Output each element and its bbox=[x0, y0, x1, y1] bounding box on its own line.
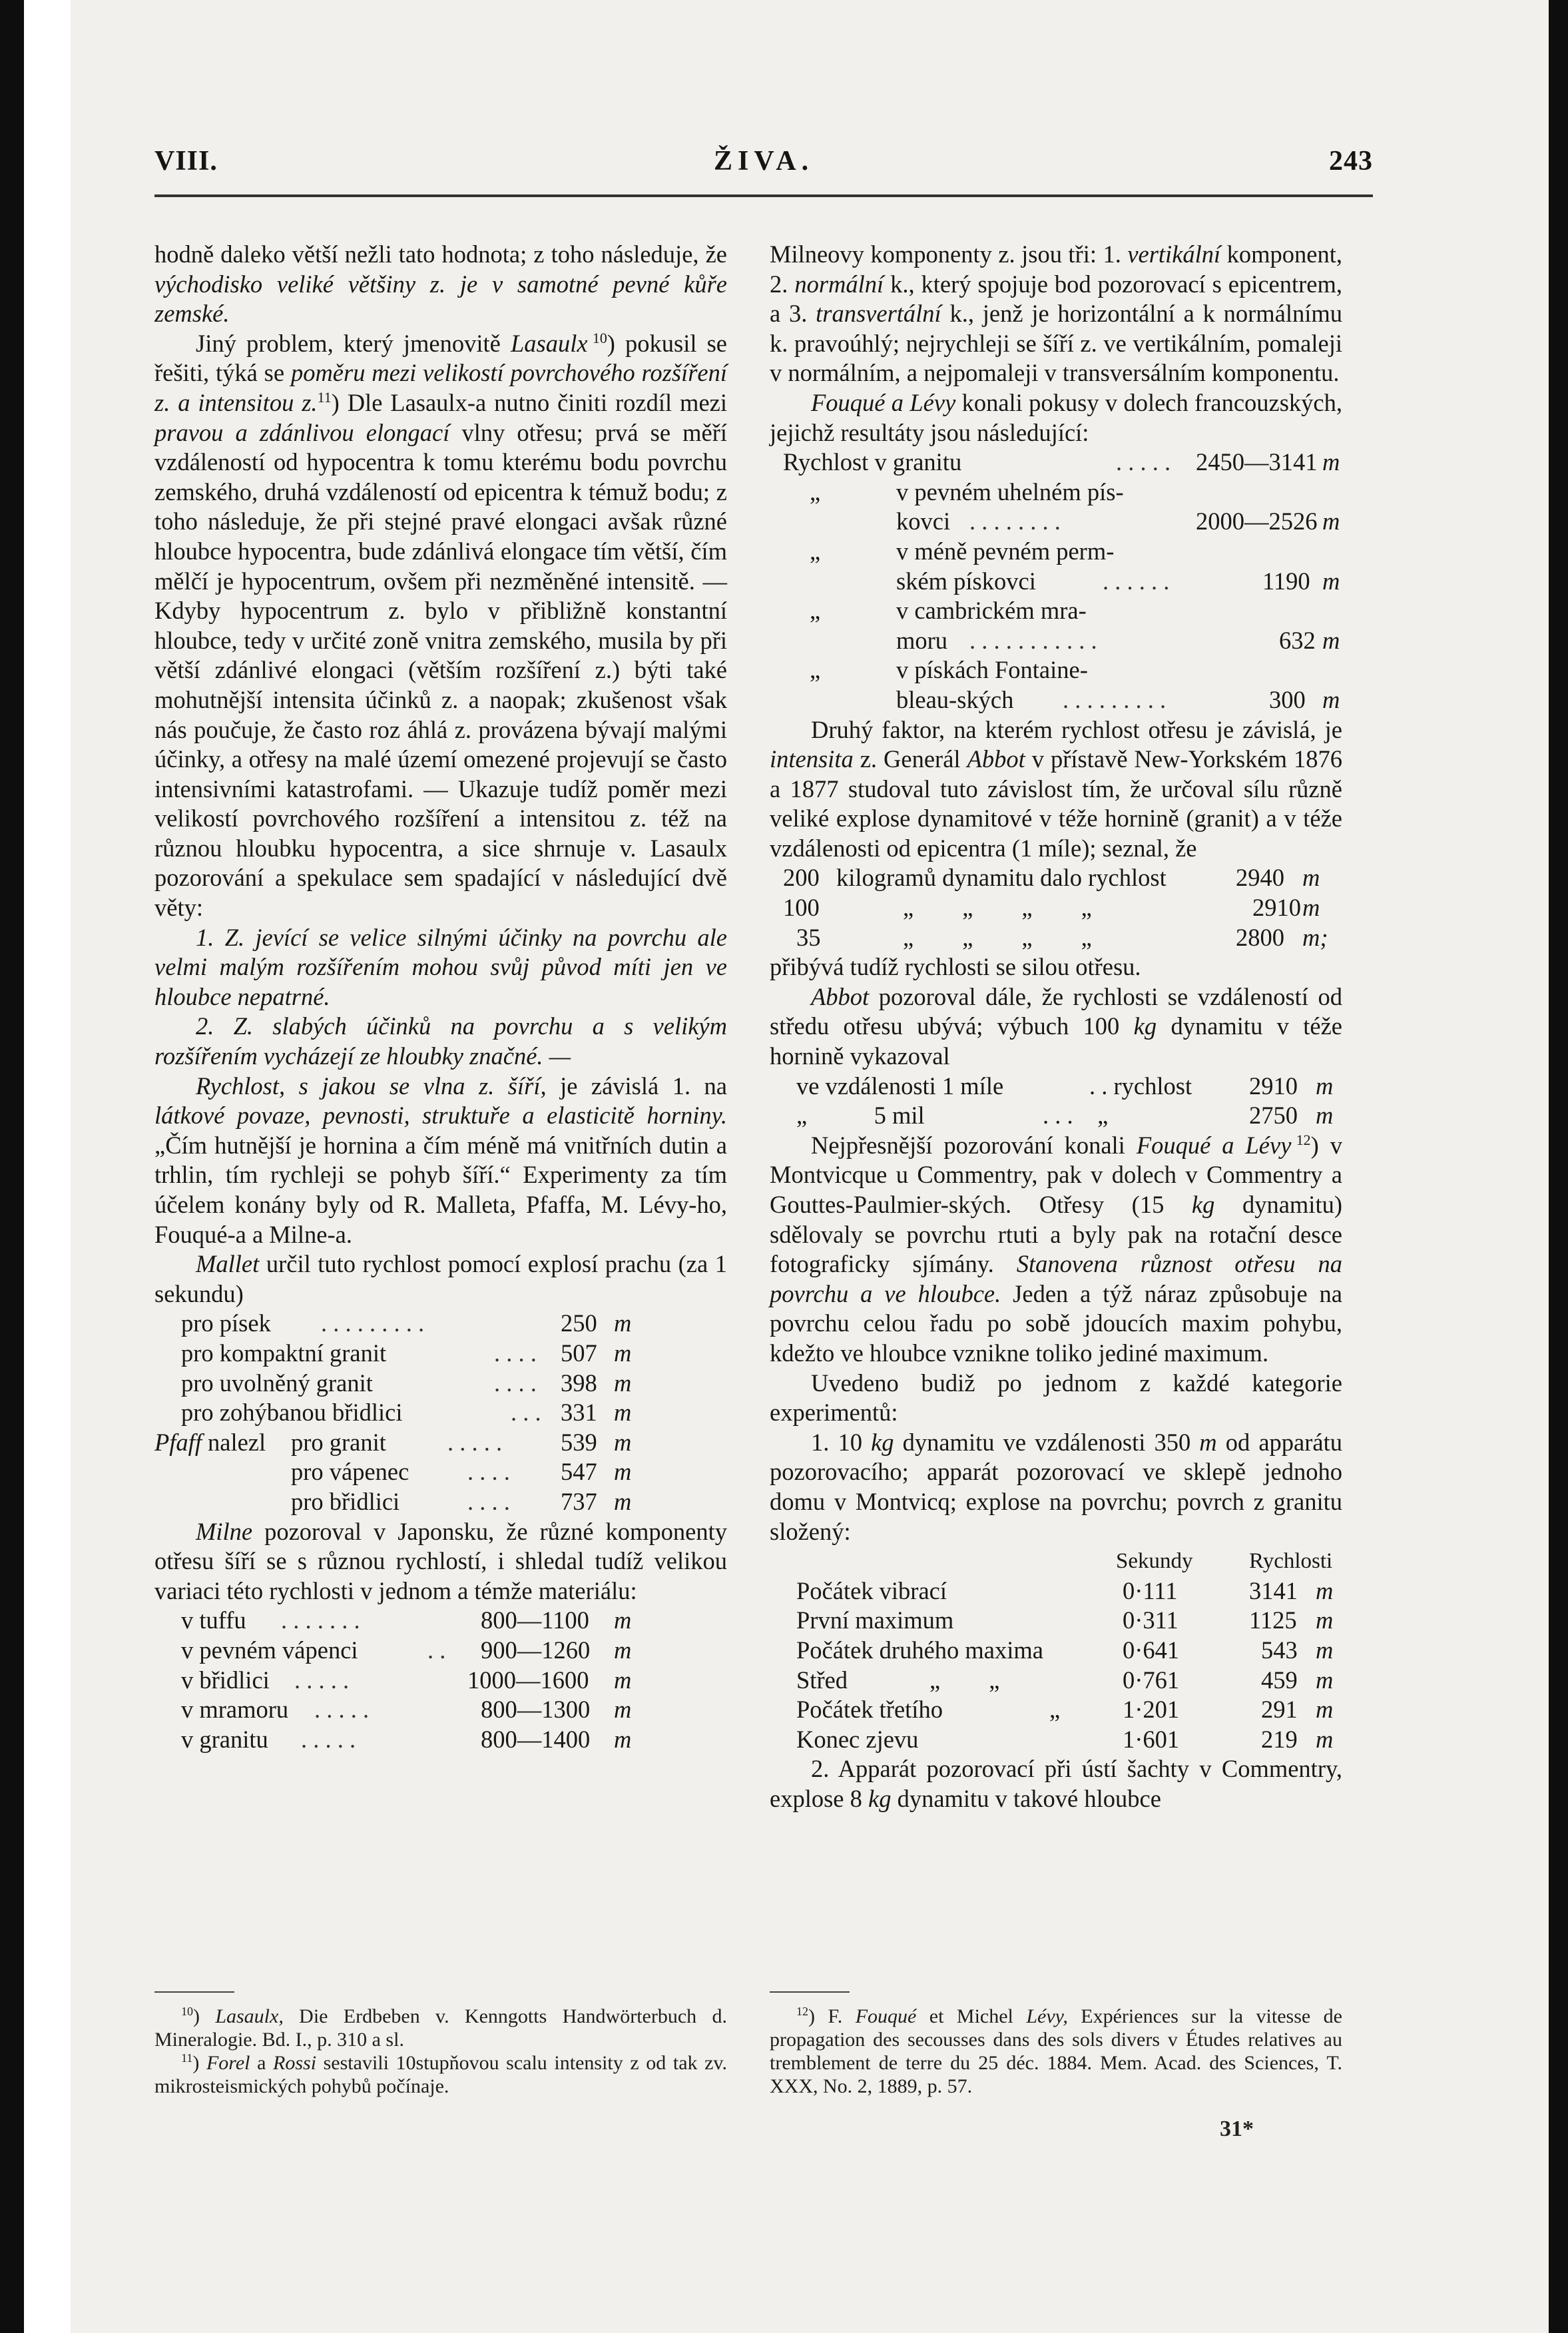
header-volume: VIII. bbox=[154, 146, 218, 176]
table-row: „ v cambrickém mra- bbox=[810, 597, 1087, 625]
table-row: pro zohýbanou břidlici . . . 331 m bbox=[181, 1399, 632, 1427]
table-row: v tuffu . . . . . . . 800—1100 m bbox=[181, 1606, 632, 1634]
footnote-rule bbox=[154, 1991, 234, 1993]
table-row: „ 5 mil . . . „ 2750 m bbox=[796, 1102, 1334, 1130]
paragraph: Nejpřesnější pozorování konali Fouqué a Lévy $^{12}$) v Montvicque u Commentry, pak v dolech v Commentry a Gouttes-Paulmier-ských. Otřesy (15 kg dynamitu) sdělovaly se povrchu rtuti a byly pak na rotační desce fotograficky sjímány. Stanovena různost otřesu na povrchu a ve hloubce. Jeden a týž náraz způsobuje na povrchu celou řadu po sobě jdoucích maxim pohybu, kdežto ve hloubce vznikne toliko jediné maximum. bbox=[770, 1131, 1343, 1367]
footnotes-right bbox=[770, 2005, 1342, 2098]
table-row: 100 „ „ „ „ 2910 m bbox=[783, 894, 1320, 922]
table-row: ve vzdálenosti 1 míle . . rychlost 2910 m bbox=[796, 1072, 1334, 1100]
table-row: Konec zjevu 1·601 219 m bbox=[796, 1725, 1334, 1753]
header-rule bbox=[154, 194, 1373, 197]
paragraph: 1. 10 kg dynamitu ve vzdálenosti 350 m od apparátu pozorovacího; apparát pozorovací ve sklepě jednoho domu v Montvicq; explose na povrchu; povrch z granitu složený: bbox=[770, 1428, 1342, 1545]
table-row: Pfaff nalezl pro granit . . . . . 539 m bbox=[154, 1428, 632, 1456]
table-row: „ v pískách Fontaine- bbox=[810, 656, 1088, 684]
paragraph: Abbot pozoroval dále, že rychlosti se vzdáleností od středu otřesu ubývá; výbuch 100 kg dynamitu v téže hornině vykazoval bbox=[770, 982, 1342, 1070]
paragraph: 2. Z. slabých účinků na povrchu a s velikým rozšířením vycházejí ze hloubky značné. — bbox=[154, 1012, 727, 1070]
footnote: $^{11}$) Forel a Rossi sestavili 10stupňovou scalu intensity z od tak zv. mikrosteismických pohybů počínaje. bbox=[154, 2051, 727, 2097]
paragraph: přibývá tudíž rychlosti se silou otřesu. bbox=[770, 953, 1141, 981]
paragraph: Uvedeno budiž po jednom z každé kategorie experimentů: bbox=[770, 1369, 1342, 1427]
paragraph: Mallet určil tuto rychlost pomocí explosí prachu (za 1 sekundu) bbox=[154, 1250, 727, 1307]
paragraph: 2. Apparát pozorovací při ústí šachty v Commentry, explose 8 kg dynamitu v takové hloubce bbox=[770, 1755, 1342, 1812]
table-row: „ v pevném uhelném pís- bbox=[810, 478, 1124, 505]
left-column bbox=[154, 240, 727, 1998]
table-row: pro vápenec . . . . 547 m bbox=[291, 1458, 632, 1486]
paragraph: Fouqué a Lévy konali pokusy v dolech francouzských, jejichž resultáty jsou následující: bbox=[770, 388, 1343, 446]
running-header bbox=[154, 145, 1373, 188]
paragraph: hodně daleko větší nežli tato hodnota; z toho následuje, že východisko veliké většiny z. je v samotné pevné kůře zemské. bbox=[154, 240, 727, 328]
table-row: bleau-ských . . . . . . . . . 300 m bbox=[896, 685, 1340, 713]
table-row: Počátek třetího „ 1·201 291 m bbox=[796, 1696, 1334, 1724]
mallet-table bbox=[154, 1309, 727, 1427]
fouque-levy-table bbox=[770, 448, 1342, 715]
table-row: v granitu . . . . . 800—1400 m bbox=[181, 1725, 632, 1753]
table-row: 200 kilogramů dynamitu dalo rychlost 2940 m bbox=[783, 864, 1320, 892]
table-row: v břidlici . . . . . 1000—1600 m bbox=[181, 1666, 632, 1694]
paragraph: 1. Z. jevící se velice silnými účinky na povrchu ale velmi malým rozšířením mohou svůj původ míti jen ve hloubce nepatrné. bbox=[154, 923, 727, 1010]
footnote-rule bbox=[770, 1991, 850, 1993]
abbot-table bbox=[770, 1072, 1342, 1131]
table-row: Počátek vibrací 0·111 3141 m bbox=[796, 1576, 1334, 1604]
printer-signature: 31* bbox=[1220, 2117, 1254, 2141]
table-row: „ v méně pevném perm- bbox=[810, 537, 1115, 565]
experiment-table bbox=[770, 1546, 1342, 1754]
table-row: moru . . . . . . . . . . . 632 m bbox=[896, 626, 1340, 654]
table-row: pro břidlici . . . . 737 m bbox=[291, 1487, 632, 1515]
table-row: v mramoru . . . . . 800—1300 m bbox=[181, 1696, 632, 1724]
pfaff-table bbox=[154, 1428, 727, 1517]
table-row: pro kompaktní granit . . . . 507 m bbox=[181, 1339, 632, 1367]
paragraph: Rychlost, s jakou se vlna z. šíří, je závislá 1. na látkové povaze, pevnosti, struktuře a elasticitě horniny. „Čím hutnější je hornina a čím méně má vnitřních dutin a trhlin, tím rychleji se pohyb šíří.“ Experimenty za tím účelem konány byly od R. Malleta, Pfaffa, M. Lévy-ho, Fouqué-a a Milne-a. bbox=[154, 1072, 727, 1248]
right-column bbox=[770, 240, 1342, 1998]
table-row: pro uvolněný granit . . . . 398 m bbox=[181, 1369, 632, 1397]
table-row: pro písek . . . . . . . . . 250 m bbox=[181, 1309, 632, 1337]
table-row: Rychlost v granitu . . . . . 2450—3141 m bbox=[783, 448, 1340, 476]
footnote: $^{12}$) F. Fouqué et Michel Lévy, Expériences sur la vitesse de propagation des secousses dans des sols divers v Études relatives au tremblement de terre du 25 déc. 1884. Mem. Acad. des Sciences, T. XXX, No. 2, 1889, p. 57. bbox=[770, 2005, 1342, 2097]
table-row: Počátek druhého maxima 0·641 543 m bbox=[796, 1636, 1334, 1664]
table-header-row: Sekundy Rychlosti bbox=[1116, 1549, 1333, 1574]
page-margin bbox=[24, 0, 71, 2333]
paragraph: Druhý faktor, na kterém rychlost otřesu je závislá, je intensita z. Generál Abbot v přístavě New-Yorkském 1876 a 1877 studoval tuto závislost tím, že určoval sílu různě veliké explose dynamitové v téže hornině (granit) a v téže vzdálenosti od epicentra (1 míle); seznal, že bbox=[770, 715, 1342, 862]
header-page-number: 243 bbox=[1329, 146, 1373, 176]
page bbox=[24, 0, 1549, 2333]
header-journal-title: ŽIVA. bbox=[714, 146, 814, 176]
table-row: kovci . . . . . . . . 2000—2526 m bbox=[896, 507, 1340, 535]
paragraph: Jiný problem, který jmenovitě Lasaulx $^{10}$) pokusil se řešiti, týká se poměru mezi velikostí povrchového rozšíření z. a intensitou z.$^{11}$) Dle Lasaulx-a nutno činiti rozdíl mezi pravou a zdánlivou elongací vlny otřesu; prvá se měří vzdáleností od hypocentra k tomu kterému bodu povrchu zemského, druhá vzdáleností od epicentra k témuž bodu; z toho následuje, že při stejné pravé elongaci avšak různé hloubce hypocentra, bude zdánlivá elongace tím větší, čím mělčí je hypocentrum, ovšem při nezměněné intensitě. — Kdyby hypocentrum z. bylo v přibližně konstantní hloubce, tedy v určité zoně vnitra zemského, musila by při větší zdánlivé elongaci (větším rozšíření z.) býti také mohutnější intensita účinků z. a naopak; zkušenost však nás poučuje, že často roz áhlá z. provázena bývají malými účinky, a otřesy na malé území omezené projevují se často intensivními katastrofami. — Ukazuje tudíž poměr mezi velikostí povrchového rozšíření a intensitou z. též na různou hloubku hypocentra, a sice shrnuje v. Lasaulx pozorování a spekulace sem spadající v následující dvě věty: bbox=[154, 329, 728, 922]
dynamite-table bbox=[770, 863, 1342, 952]
paragraph: Milneovy komponenty z. jsou tři: 1. vertikální komponent, 2. normální k., který spojuje bod pozorovací s epicentrem, a 3. transvertální k., jenž je horizontální a k normálnímu k. pravoúhlý; nejrychleji se šíří z. ve vertikálním, pomaleji v normálním, a nejpomaleji v transversálním komponentu. bbox=[770, 240, 1343, 387]
table-row: První maximum 0·311 1125 m bbox=[796, 1606, 1334, 1634]
table-row: ském pískovci . . . . . . 1190 m bbox=[896, 567, 1340, 595]
milne-table bbox=[154, 1606, 727, 1754]
table-row: 35 „ „ „ „ 2800 m; bbox=[796, 923, 1328, 951]
footnotes-left bbox=[154, 2005, 727, 2098]
table-row: v pevném vápenci . . 900—1260 m bbox=[181, 1636, 632, 1664]
paragraph: Milne pozoroval v Japonsku, že různé komponenty otřesu šíří se s různou rychlostí, i shledal tudíž velikou variaci této rychlosti v jednom a témže materiálu: bbox=[154, 1517, 727, 1604]
table-row: Střed „ „ 0·761 459 m bbox=[796, 1666, 1334, 1694]
footnote: $^{10}$) Lasaulx, Die Erdbeben v. Kenngotts Handwörterbuch d. Mineralogie. Bd. I., p. 310 a sl. bbox=[154, 2005, 727, 2051]
